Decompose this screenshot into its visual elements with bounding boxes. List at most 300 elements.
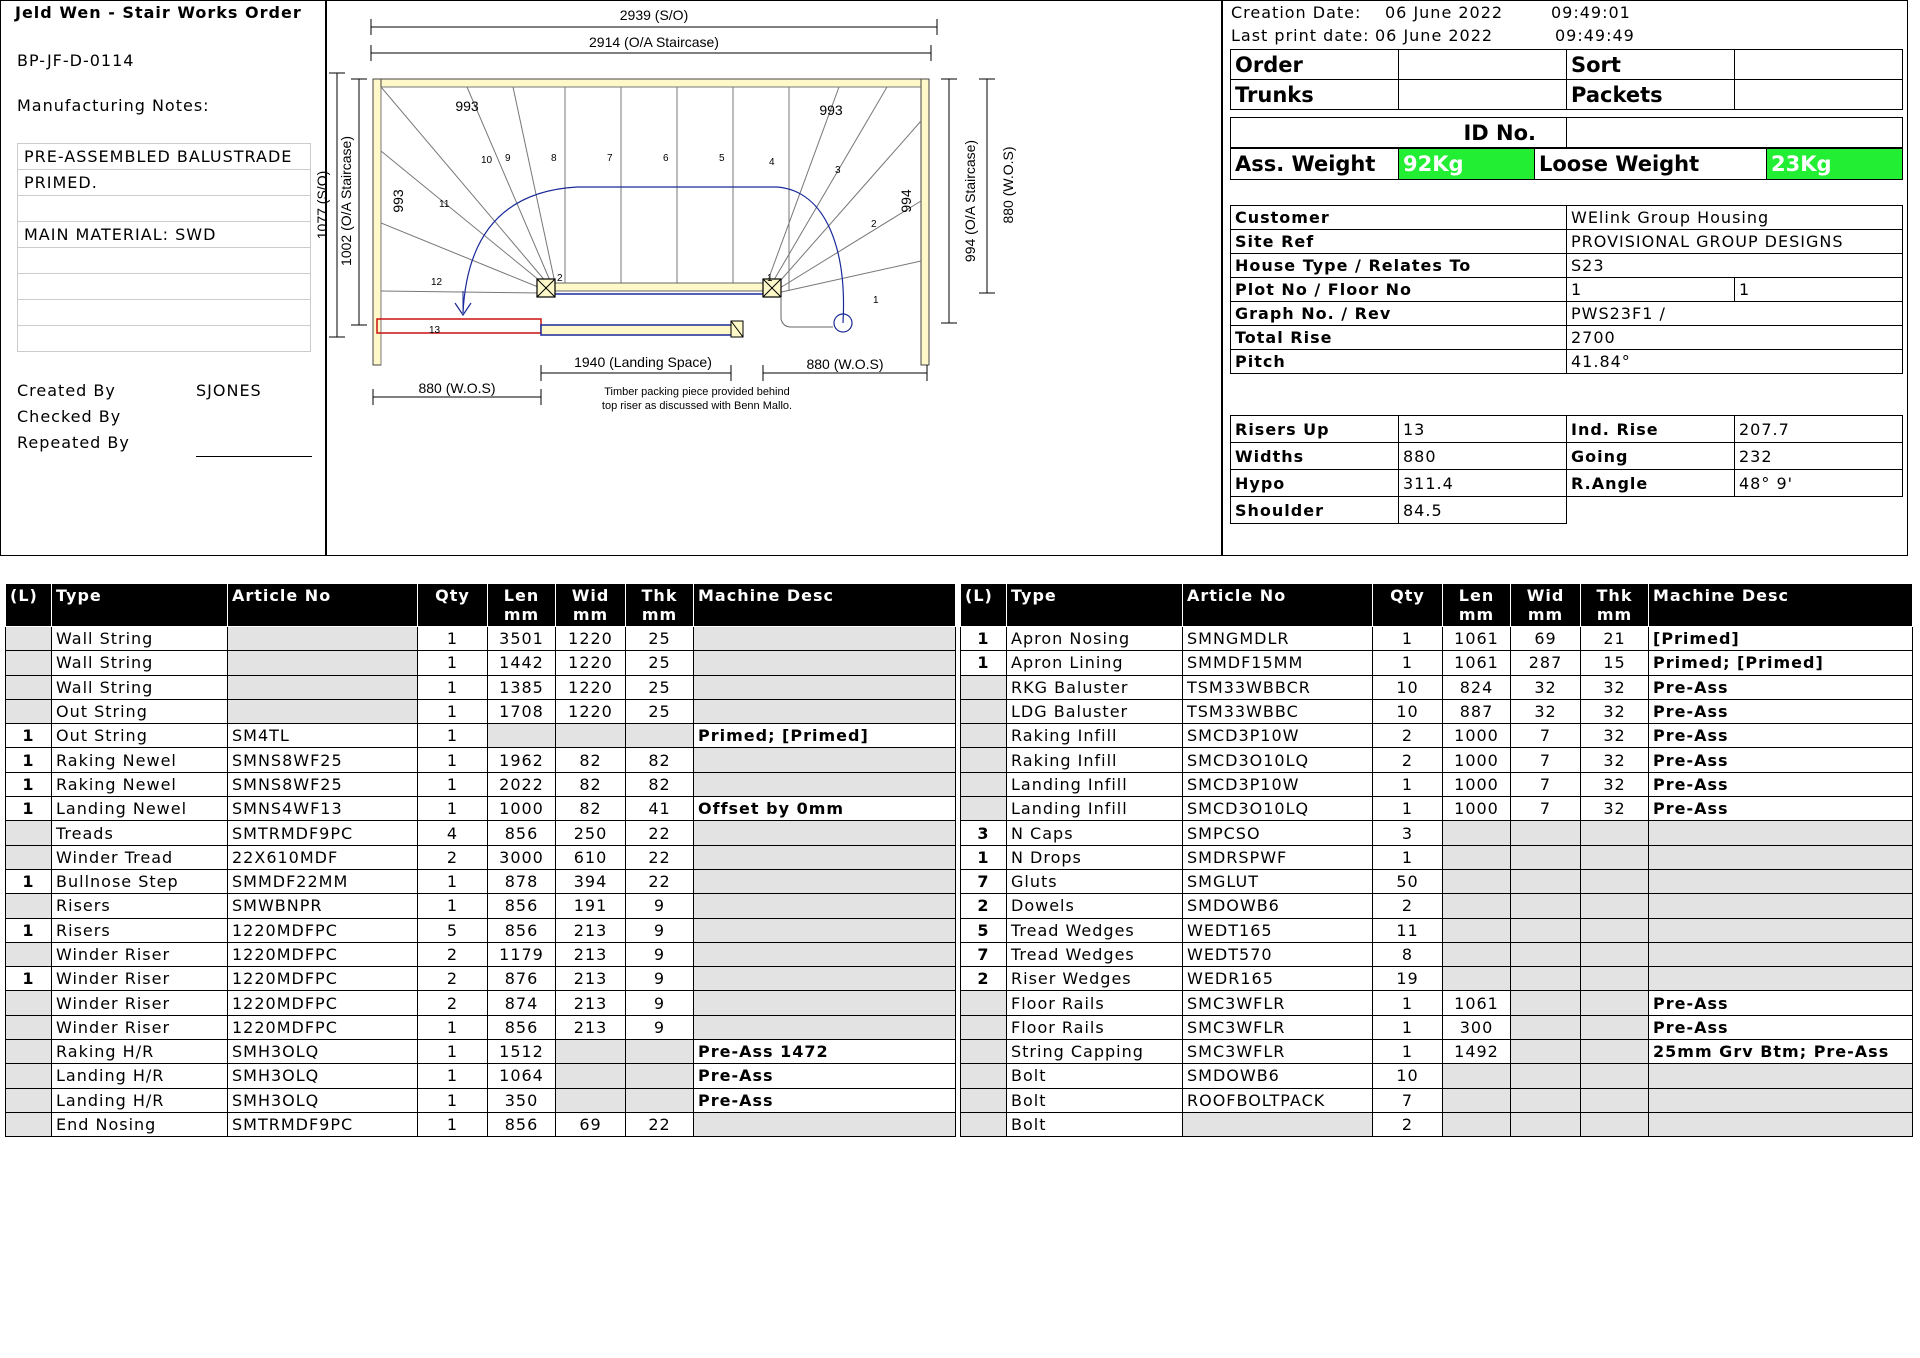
cell-type: Wall String [52,651,228,675]
cell-type: Landing Newel [52,797,228,821]
cell-type: Risers [52,894,228,918]
cell-type: Raking H/R [52,1040,228,1064]
cell-l: 1 [6,967,52,991]
cell-l [961,991,1007,1015]
cell-desc: Pre-Ass [1649,1015,1913,1039]
cell-qty: 10 [1373,699,1443,723]
cell-l: 1 [6,869,52,893]
cell-type: Riser Wedges [1007,967,1183,991]
cell-desc [694,1015,956,1039]
cell-type: String Capping [1007,1040,1183,1064]
cell-thk: 25 [626,675,694,699]
cell-type: Raking Newel [52,748,228,772]
cell-l: 3 [961,821,1007,845]
cell-wid [556,1040,626,1064]
pitch-value: 41.84° [1567,350,1903,374]
cell-qty: 1 [1373,772,1443,796]
cell-thk [1581,942,1649,966]
dim-so-left: 1077 (S/O) [314,170,330,240]
cell-article: SMNS8WF25 [228,748,418,772]
cell-desc: Pre-Ass [1649,797,1913,821]
cell-type: LDG Baluster [1007,699,1183,723]
cell-len: 1442 [488,651,556,675]
step-number: 1 [873,295,879,306]
cell-qty: 2 [418,967,488,991]
going-value: 232 [1735,443,1903,470]
manufacturing-notes-label: Manufacturing Notes: [17,96,210,115]
cell-l [961,1088,1007,1112]
table-row [961,821,1913,845]
step-number: 11 [439,199,450,210]
cell-thk [1581,1040,1649,1064]
cell-type: Apron Nosing [1007,627,1183,651]
cell-wid [556,724,626,748]
cell-type: Winder Riser [52,991,228,1015]
cell-l [961,675,1007,699]
cell-qty: 1 [1373,1015,1443,1039]
cell-desc [1649,942,1913,966]
cell-len: 856 [488,894,556,918]
table-row [6,772,956,796]
note-line [18,300,311,326]
cell-qty: 2 [1373,748,1443,772]
cell-thk: 9 [626,967,694,991]
cell-desc: Pre-Ass [1649,772,1913,796]
cell-l [961,1040,1007,1064]
table-row [961,748,1913,772]
parts-table-left [5,583,956,1137]
cell-thk: 82 [626,748,694,772]
cell-wid [1511,1112,1581,1136]
cell-qty: 1 [418,1040,488,1064]
dim-oa-left: 1002 (O/A Staircase) [338,136,354,266]
cell-qty: 2 [418,845,488,869]
cell-len: 874 [488,991,556,1015]
drawing-note-line1: Timber packing piece provided behind [604,386,790,398]
cell-qty: 1 [1373,1040,1443,1064]
shoulder-label: Shoulder [1231,497,1399,524]
cell-article: SMCD3O10LQ [1183,797,1373,821]
total-rise-label: Total Rise [1231,326,1567,350]
cell-type: Winder Tread [52,845,228,869]
site-ref-value: PROVISIONAL GROUP DESIGNS [1567,230,1903,254]
cell-type: Landing Infill [1007,797,1183,821]
cell-l: 1 [6,797,52,821]
packets-label: Packets [1567,80,1735,110]
cell-l: 1 [961,651,1007,675]
cell-article: SMH3OLQ [228,1040,418,1064]
col-qty: Qty [1373,584,1443,627]
cell-wid [1511,869,1581,893]
cell-qty: 1 [418,699,488,723]
cell-qty: 11 [1373,918,1443,942]
table-row [961,797,1913,821]
cell-len: 1061 [1443,651,1511,675]
table-row [6,748,956,772]
cell-l [961,748,1007,772]
cell-article [228,699,418,723]
cell-article: SMCD3P10W [1183,772,1373,796]
step-number: 3 [835,165,841,176]
cell-thk: 21 [1581,627,1649,651]
cell-l [961,699,1007,723]
cell-type: Wall String [52,675,228,699]
wos-dim-bottom-left: 880 (W.O.S) [418,380,496,396]
cell-qty: 10 [1373,1064,1443,1088]
cell-qty: 1 [1373,845,1443,869]
cell-l [6,991,52,1015]
loose-weight-label: Loose Weight [1535,149,1767,180]
last-print-time: 09:49:49 [1555,26,1635,45]
cell-thk: 9 [626,942,694,966]
cell-article: SMC3WFLR [1183,991,1373,1015]
shoulder-value: 84.5 [1399,497,1567,524]
cell-article: 1220MDFPC [228,918,418,942]
graph-rev-label: Graph No. / Rev [1231,302,1567,326]
cell-type: Bolt [1007,1112,1183,1136]
cell-qty: 1 [418,651,488,675]
cell-len: 1385 [488,675,556,699]
cell-len: 1000 [488,797,556,821]
customer-table [1230,205,1903,374]
col-article: Article No [1183,584,1373,627]
cell-type: Apron Lining [1007,651,1183,675]
cell-article: SMC3WFLR [1183,1040,1373,1064]
cell-l [961,1015,1007,1039]
cell-article: SMNS4WF13 [228,797,418,821]
cell-article: SMWBNPR [228,894,418,918]
cell-thk: 41 [626,797,694,821]
cell-type: Bullnose Step [52,869,228,893]
hypo-value: 311.4 [1399,470,1567,497]
cell-desc [694,699,956,723]
step-numbers [429,153,879,336]
step-number: 13 [429,325,441,336]
site-ref-label: Site Ref [1231,230,1567,254]
created-by-label: Created By [17,381,116,400]
cell-wid [1511,1088,1581,1112]
cell-len: 824 [1443,675,1511,699]
table-row [961,918,1913,942]
order-header-panel [0,0,326,556]
cell-article: WEDT165 [1183,918,1373,942]
last-print-label: Last print date: [1231,26,1370,45]
step-number: 8 [551,153,557,164]
cell-thk: 9 [626,918,694,942]
cell-l: 1 [961,627,1007,651]
cell-desc [694,651,956,675]
cell-type: End Nosing [52,1112,228,1136]
cell-wid [1511,967,1581,991]
cell-thk: 32 [1581,797,1649,821]
cell-l [6,894,52,918]
table-row [961,942,1913,966]
cell-wid [1511,942,1581,966]
cell-thk: 22 [626,845,694,869]
step-number: 9 [505,153,511,164]
table-row [961,1015,1913,1039]
cell-qty: 2 [418,991,488,1015]
cell-l [6,1040,52,1064]
cell-thk: 25 [626,651,694,675]
cell-qty: 1 [418,748,488,772]
cell-qty: 1 [418,627,488,651]
risers-up-label: Risers Up [1231,416,1399,443]
cell-type: Bolt [1007,1064,1183,1088]
landing-string [541,325,741,335]
cell-desc: Pre-Ass [1649,699,1913,723]
cell-len: 1000 [1443,772,1511,796]
cell-len: 1512 [488,1040,556,1064]
cell-qty: 2 [1373,1112,1443,1136]
cell-desc [1649,894,1913,918]
col-l: (L) [961,584,1007,627]
dim-oa-right: 994 (O/A Staircase) [962,139,978,263]
table-row [6,1064,956,1088]
note-line [18,274,311,300]
cell-qty: 2 [1373,724,1443,748]
cell-len [488,724,556,748]
cell-thk: 22 [626,869,694,893]
table-row [6,918,956,942]
table-row [6,1088,956,1112]
cell-desc [1649,1088,1913,1112]
cell-wid: 32 [1511,675,1581,699]
cell-thk: 32 [1581,772,1649,796]
graph-rev-value: PWS23F1 / [1567,302,1903,326]
cell-qty: 8 [1373,942,1443,966]
cell-thk: 22 [626,821,694,845]
cell-l [6,1015,52,1039]
cell-desc [694,821,956,845]
cell-thk [1581,1088,1649,1112]
rangle-value: 48° 9' [1735,470,1903,497]
cell-thk: 32 [1581,748,1649,772]
cell-desc [694,942,956,966]
cell-article: SMMDF22MM [228,869,418,893]
cell-l [961,772,1007,796]
cell-desc [694,748,956,772]
cell-wid: 7 [1511,748,1581,772]
cell-thk [1581,869,1649,893]
width-dim-right: 993 [819,102,843,118]
step-number: 6 [663,153,669,164]
cell-desc [694,869,956,893]
table-row [961,1064,1913,1088]
cell-thk [626,724,694,748]
cell-wid: 1220 [556,675,626,699]
cell-desc [694,845,956,869]
cell-article: SMC3WFLR [1183,1015,1373,1039]
cell-desc [694,675,956,699]
cell-wid: 82 [556,797,626,821]
cell-thk [1581,1015,1649,1039]
table-row [961,869,1913,893]
cell-l [6,1088,52,1112]
table-row [6,967,956,991]
cell-article: TSM33WBBCR [1183,675,1373,699]
step-13-tread [377,319,541,333]
cell-wid: 1220 [556,627,626,651]
cell-wid: 191 [556,894,626,918]
cell-thk: 32 [1581,699,1649,723]
cell-thk [1581,845,1649,869]
cell-len: 856 [488,821,556,845]
cell-wid: 1220 [556,699,626,723]
stair-plan-drawing [314,1,1220,554]
table-row [961,1088,1913,1112]
document-reference: BP-JF-D-0114 [17,51,135,70]
cell-wid: 394 [556,869,626,893]
cell-l: 1 [6,772,52,796]
cell-article: SMDOWB6 [1183,894,1373,918]
cell-l: 2 [961,967,1007,991]
col-machine-desc: Machine Desc [1649,584,1913,627]
pitch-label: Pitch [1231,350,1567,374]
cell-thk: 25 [626,699,694,723]
cell-l [961,797,1007,821]
creation-time: 09:49:01 [1551,3,1631,22]
cell-type: Wall String [52,627,228,651]
col-thk: Thk mm [1581,584,1649,627]
cell-l: 5 [961,918,1007,942]
cell-qty: 1 [418,1064,488,1088]
cell-desc: Pre-Ass 1472 [694,1040,956,1064]
note-line [18,248,311,274]
cell-thk: 32 [1581,724,1649,748]
cell-thk [1581,991,1649,1015]
cell-thk [1581,1112,1649,1136]
stair-drawing-panel [314,0,1222,556]
table-row [6,627,956,651]
cell-len [1443,845,1511,869]
table-row [961,991,1913,1015]
cell-qty: 1 [418,1112,488,1136]
right-wall-string [921,79,929,365]
cell-len: 1962 [488,748,556,772]
cell-qty: 7 [1373,1088,1443,1112]
cell-desc [1649,845,1913,869]
cell-qty: 3 [1373,821,1443,845]
table-row [6,651,956,675]
cell-type: RKG Baluster [1007,675,1183,699]
cell-l: 1 [6,918,52,942]
order-sort-table [1230,49,1903,110]
order-value [1399,50,1567,80]
depth-dim-right: 994 [898,189,914,213]
cell-l [6,627,52,651]
cell-type: Winder Riser [52,967,228,991]
cell-thk [1581,918,1649,942]
cell-type: Tread Wedges [1007,942,1183,966]
cell-thk: 32 [1581,675,1649,699]
cell-article: SMMDF15MM [1183,651,1373,675]
table-row [961,772,1913,796]
col-type: Type [52,584,228,627]
packets-value [1735,80,1903,110]
table-row [6,797,956,821]
cell-qty: 1 [1373,651,1443,675]
cell-thk: 9 [626,991,694,1015]
cell-len [1443,967,1511,991]
cell-l [6,699,52,723]
cell-l: 2 [961,894,1007,918]
cell-thk [626,1064,694,1088]
cell-l [6,942,52,966]
cell-wid: 213 [556,967,626,991]
cell-len: 887 [1443,699,1511,723]
cell-l [6,821,52,845]
table-row [6,675,956,699]
cell-wid: 82 [556,748,626,772]
cell-qty: 1 [418,724,488,748]
cell-qty: 1 [418,869,488,893]
table-row [961,651,1913,675]
cell-qty: 1 [1373,991,1443,1015]
cell-len: 1000 [1443,748,1511,772]
cell-type: Landing Infill [1007,772,1183,796]
cell-len: 1061 [1443,991,1511,1015]
cell-type: Floor Rails [1007,991,1183,1015]
weight-table [1230,148,1903,180]
cell-len [1443,942,1511,966]
order-info-panel [1222,0,1908,556]
sort-label: Sort [1567,50,1735,80]
id-number-table [1230,117,1903,148]
cell-len: 3501 [488,627,556,651]
table-row [961,1040,1913,1064]
inner-string [541,283,775,291]
cell-wid: 1220 [556,651,626,675]
cell-article: SMH3OLQ [228,1088,418,1112]
cell-desc [1649,1112,1913,1136]
cell-desc: Pre-Ass [1649,748,1913,772]
cell-l: 1 [6,724,52,748]
cell-qty: 1 [1373,627,1443,651]
newel-label: 1 [767,273,773,284]
cell-len: 876 [488,967,556,991]
col-type: Type [1007,584,1183,627]
cell-type: Dowels [1007,894,1183,918]
creation-date: 06 June 2022 [1385,3,1504,22]
note-line: PRIMED. [18,170,311,196]
cell-qty: 1 [418,1088,488,1112]
cell-desc [1649,821,1913,845]
cell-article: 1220MDFPC [228,991,418,1015]
cell-type: Bolt [1007,1088,1183,1112]
cell-len [1443,1112,1511,1136]
landing-space-dim: 1940 (Landing Space) [574,354,712,370]
cell-qty: 4 [418,821,488,845]
created-by-value: SJONES [196,381,262,400]
cell-article [228,651,418,675]
cell-article: SMTRMDF9PC [228,821,418,845]
ass-weight-value: 92Kg [1399,149,1535,180]
cell-type: Tread Wedges [1007,918,1183,942]
manufacturing-notes-table [17,143,311,352]
cell-article: SMCD3P10W [1183,724,1373,748]
cell-desc [694,1112,956,1136]
wos-dim-bottom-right: 880 (W.O.S) [806,356,884,372]
cell-l [961,1064,1007,1088]
cell-qty: 50 [1373,869,1443,893]
cell-type: Floor Rails [1007,1015,1183,1039]
trunks-value [1399,80,1567,110]
cell-qty: 2 [418,942,488,966]
cell-type: Winder Riser [52,1015,228,1039]
cell-article: SMH3OLQ [228,1064,418,1088]
cell-wid: 250 [556,821,626,845]
